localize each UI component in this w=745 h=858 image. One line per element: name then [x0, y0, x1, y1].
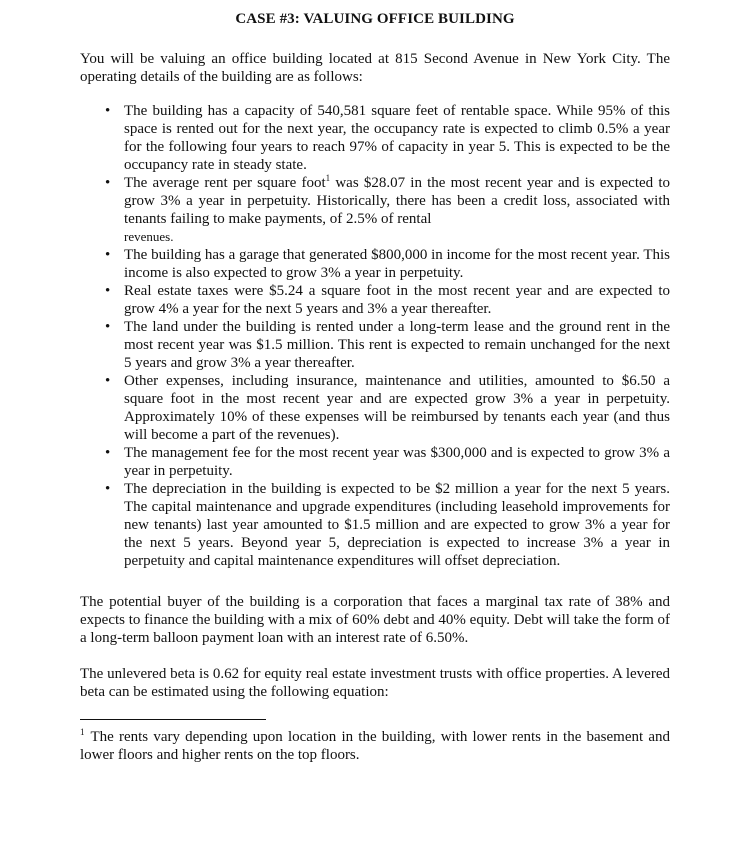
- bullet-icon: •: [105, 103, 111, 119]
- list-item-text: Real estate taxes were $5.24 a square foot in the most recent year and are expected to grow 4% a year for the next 5 years and 3% a year thereafter.: [124, 283, 670, 317]
- footnote-number: 1: [80, 727, 85, 737]
- list-item-text: The depreciation in the building is expected to be $2 million a year for the next 5 years. The capital maintenance and upgrade expenditures (including leasehold improvements for new tenants) last year amounted to $1.5 million and are expected to grow 3% a year for the next 5 years. Beyond year 5, depreciation is expected to increase 3% a year in perpetuity and capital maintenance expenditures will offset depreciation.: [124, 481, 670, 569]
- footnote: [80, 728, 670, 764]
- footnote-text: The rents vary depending upon location in the building, with lower rents in the basement and lower floors and higher rents on the top floors.: [80, 729, 670, 763]
- list-item-text: The average rent per square foot: [124, 175, 326, 191]
- list-item: [105, 102, 670, 174]
- list-item-text: The building has a capacity of 540,581 square feet of rentable space. While 95% of this space is rented out for the next year, the occupancy rate is expected to climb 0.5% a year for the following four years to reach 97% of capacity in year 5. This is expected to be the occupancy rate in steady state.: [124, 103, 670, 173]
- beta-paragraph: The unlevered beta is 0.62 for equity real estate investment trusts with office properties. A levered beta can be estimated using the following equation:: [80, 666, 670, 700]
- bullet-icon: •: [105, 373, 111, 389]
- footnote-marker: 1: [325, 173, 331, 183]
- list-item-text: Other expenses, including insurance, maintenance and utilities, amounted to $6.50 a square foot in the most recent year and are expected grow 3% a year in perpetuity. Approximately 10% of these expenses will be reimbursed by tenants each year (and thus will become a part of the revenues).: [124, 373, 670, 443]
- list-item: [105, 173, 670, 246]
- list-item-text: The management fee for the most recent year was $300,000 and is expected to grow 3% a year in perpetuity.: [124, 445, 670, 479]
- intro-paragraph: You will be valuing an office building located at 815 Second Avenue in New York City. The operating details of the building are as follows:: [80, 51, 670, 85]
- bullet-icon: •: [105, 175, 111, 191]
- list-item: [105, 372, 670, 444]
- list-item-text-tail: revenues.: [124, 229, 174, 244]
- operating-details-list: [80, 102, 670, 570]
- financing-paragraph: The potential buyer of the building is a corporation that faces a marginal tax rate of 38% and expects to finance the building with a mix of 60% debt and 40% equity. Debt will take the form of a long-term balloon payment loan with an interest rate of 6.50%.: [80, 594, 670, 646]
- list-item: [105, 282, 670, 318]
- bullet-icon: •: [105, 283, 111, 299]
- list-item: [105, 318, 670, 372]
- list-item-text: The building has a garage that generated $800,000 in income for the most recent year. This income is also expected to grow 3% a year in perpetuity.: [124, 247, 670, 281]
- bullet-icon: •: [105, 445, 111, 461]
- list-item: [105, 480, 670, 570]
- list-item: [105, 246, 670, 282]
- bullet-icon: •: [105, 481, 111, 497]
- footnote-divider: [80, 719, 266, 720]
- bullet-icon: •: [105, 247, 111, 263]
- case-title: CASE #3: VALUING OFFICE BUILDING: [235, 11, 515, 27]
- list-item-text: was $28.07 in the most recent year and is expected to grow 3% a year in perpetuity. Historically, there has been a credit loss, associated with tenants failing to make payments, of 2.5% of rental: [124, 175, 670, 227]
- bullet-icon: •: [105, 319, 111, 335]
- list-item: [105, 444, 670, 480]
- list-item-text: The land under the building is rented under a long-term lease and the ground rent in the most recent year was $1.5 million. This rent is expected to remain unchanged for the next 5 years and grow 3% a year thereafter.: [124, 319, 670, 371]
- document-page: [80, 10, 670, 764]
